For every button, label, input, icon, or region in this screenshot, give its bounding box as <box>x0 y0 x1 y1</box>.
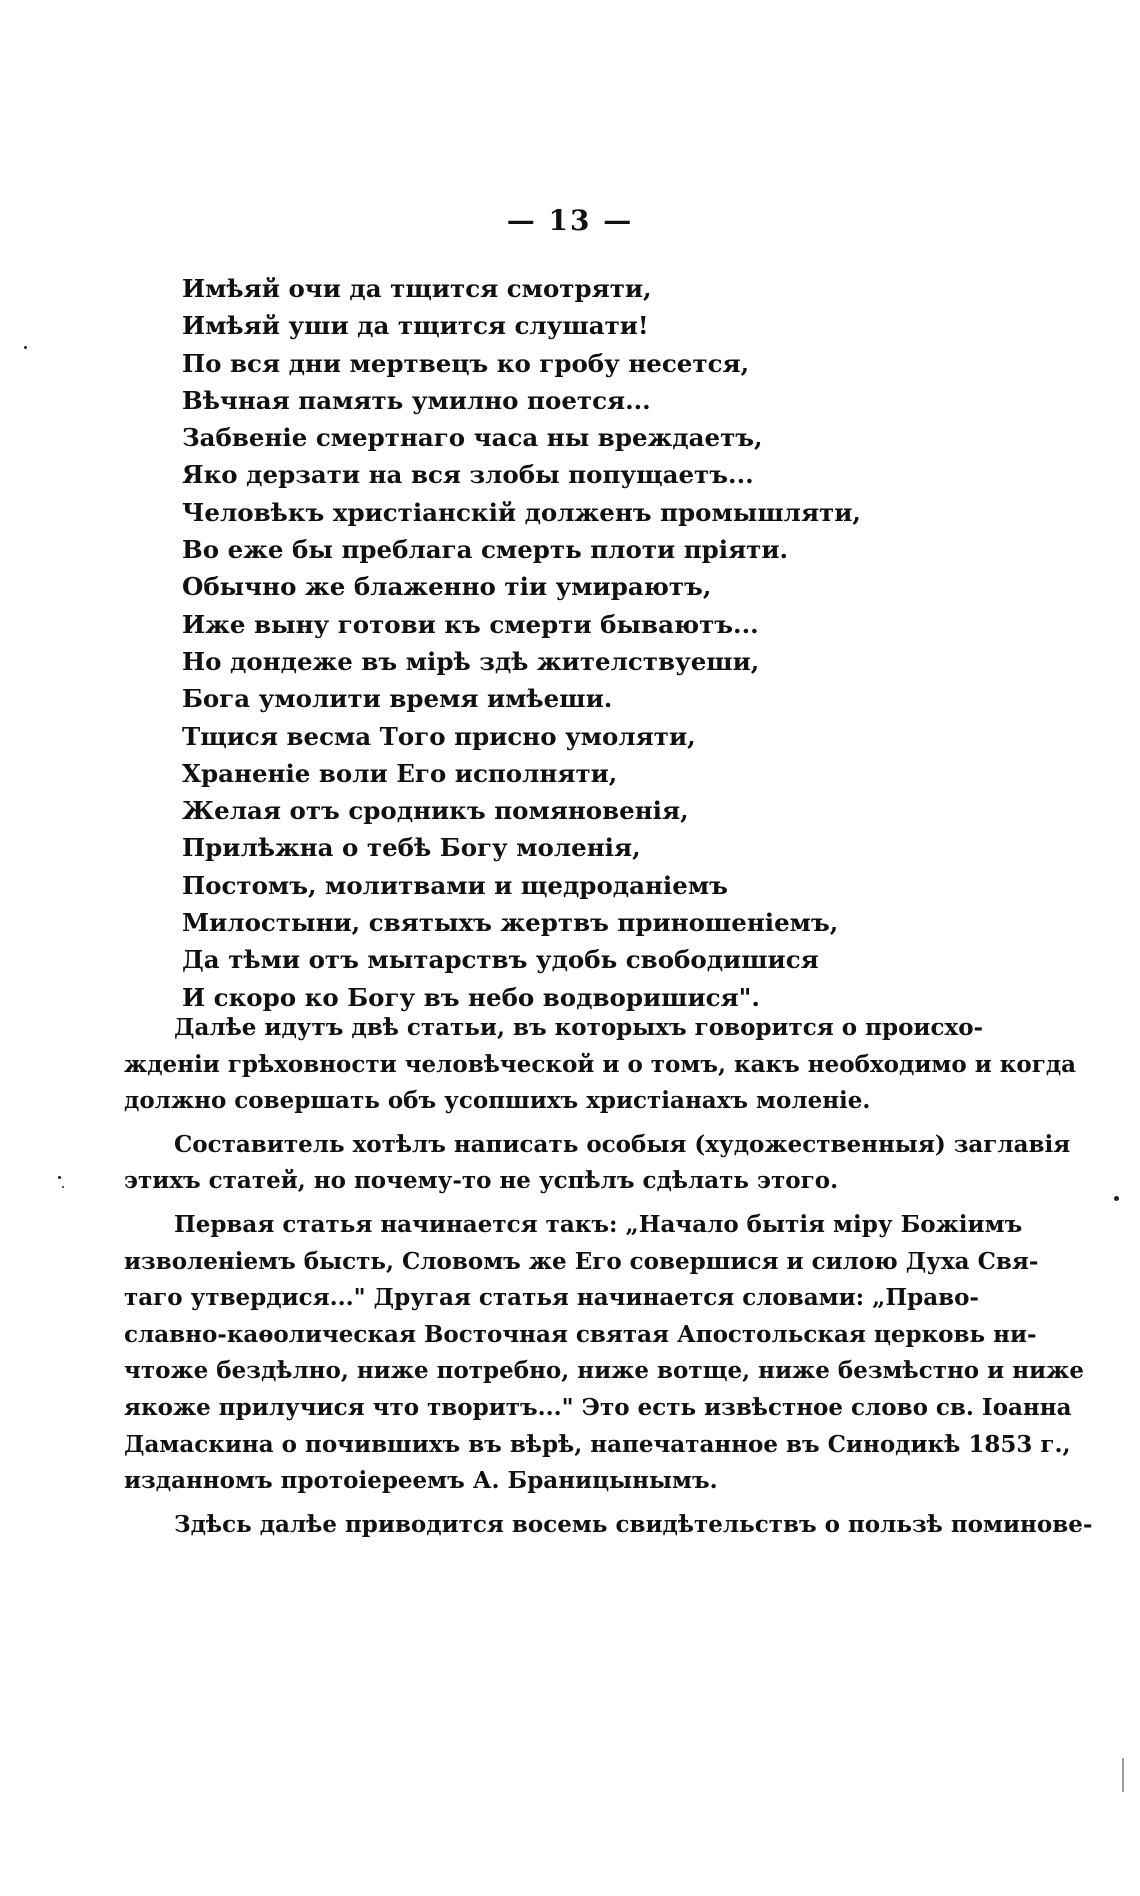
poem-line: Яко дерзати на вся злобы попущаетъ... <box>182 460 754 490</box>
poem-line: Вѣчная память умилно поется... <box>182 385 651 415</box>
poem-line: Забвеніе смертнаго часа ны вреждаетъ, <box>182 423 763 453</box>
poem-line: Тщися весма Того присно умоляти, <box>182 721 696 751</box>
poem-line: Но дондеже въ мірѣ здѣ жителствуеши, <box>182 646 760 676</box>
poem-line: Постомъ, молитвами и щедроданіемъ <box>182 870 728 900</box>
paragraph-line: этихъ статей, но почему-то не успѣлъ сдѣлать этого. <box>124 1167 839 1195</box>
scan-speck <box>1114 1196 1119 1201</box>
poem-line: Имѣяй уши да тщится слушати! <box>182 311 649 341</box>
scan-speck <box>24 346 27 349</box>
paragraph-line: Дамаскина о почившихъ въ вѣрѣ, напечатанное въ Синодикѣ 1853 г., <box>124 1430 1071 1458</box>
paragraph-line: таго утвердися..." Другая статья начинается словами: „Право- <box>124 1284 979 1312</box>
poem-line: Иже выну готови къ смерти бываютъ... <box>182 609 759 639</box>
poem-line: Во еже бы преблага смерть плоти пріяти. <box>182 535 789 565</box>
poem-line: По вся дни мертвецъ ко гробу несется, <box>182 348 750 378</box>
poem-line: Имѣяй очи да тщится смотряти, <box>182 274 652 303</box>
prose-block <box>124 1010 1093 1550</box>
poem-line: Храненіе воли Его исполняти, <box>182 758 618 788</box>
poem-line: Человѣкъ христіанскій долженъ промышляти, <box>182 497 861 527</box>
paragraph-line: чтоже бездѣлно, ниже потребно, ниже вотще, ниже безмѣстно и ниже <box>124 1357 1084 1385</box>
paragraph-line: Здѣсь далѣе приводится восемь свидѣтельствъ о пользѣ поминове- <box>174 1510 1093 1538</box>
paragraph <box>124 1127 1071 1200</box>
paragraph-line: жденіи грѣховности человѣческой и о томъ, какъ необходимо и когда <box>124 1050 1077 1078</box>
poem-line: И скоро ко Богу въ небо водворишися". <box>182 982 760 1012</box>
paragraph <box>124 1010 1077 1120</box>
paragraph-line: должно совершать объ усопшихъ христіанахъ моленіе. <box>124 1087 871 1115</box>
paragraph <box>124 1507 1093 1544</box>
poem-line: Бога умолити время имѣеши. <box>182 684 613 714</box>
paragraph-line: Первая статья начинается такъ: „Начало бытія міру Божіимъ <box>174 1210 1023 1238</box>
paragraph-line: якоже прилучися что творитъ..." Это есть извѣстное слово св. Іоанна <box>124 1393 1072 1421</box>
poem-line: Милостыни, святыхъ жертвъ приношеніемъ, <box>182 908 839 938</box>
scan-speck <box>62 1186 64 1188</box>
poem-block <box>182 270 922 1016</box>
poem-line: Да тѣми отъ мытарствъ удобь свободишися <box>182 945 819 975</box>
scan-speck <box>58 1176 61 1179</box>
paragraph-line: изволеніемъ бысть, Словомъ же Его совершися и силою Духа Свя- <box>124 1247 1039 1275</box>
paragraph-line: славно-каѳолическая Восточная святая Апостольская церковь ни- <box>124 1320 1037 1348</box>
poem-line: Прилѣжна о тебѣ Богу моленія, <box>182 833 641 863</box>
paragraph-line: Составитель хотѣлъ написать особыя (художественныя) заглавія <box>174 1130 1071 1158</box>
paragraph-line: изданномъ протоіереемъ А. Браницынымъ. <box>124 1467 718 1495</box>
page-number: — 13 — <box>506 204 634 237</box>
paragraph-line: Далѣе идутъ двѣ статьи, въ которыхъ говорится о происхо- <box>174 1014 984 1041</box>
poem-line: Желая отъ сродникъ помяновенія, <box>182 796 689 826</box>
poem-line: Обычно же блаженно тіи умираютъ, <box>182 572 712 602</box>
paragraph <box>124 1207 1084 1500</box>
scan-margin-mark <box>1122 1758 1124 1792</box>
